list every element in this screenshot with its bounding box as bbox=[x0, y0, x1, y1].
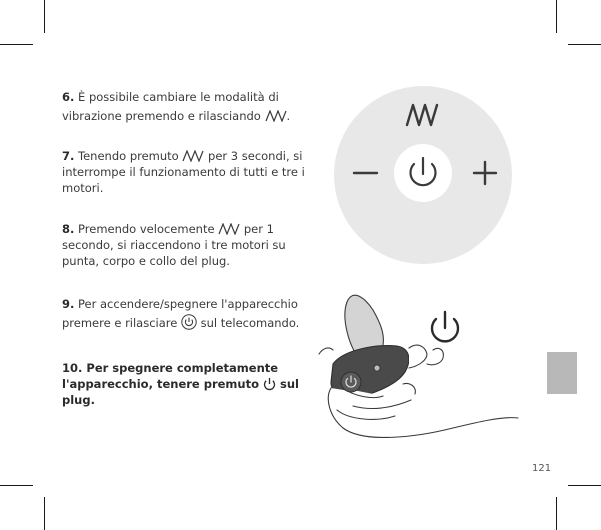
vibration-wave-icon bbox=[265, 110, 287, 122]
vibration-wave-icon bbox=[218, 223, 240, 235]
step-text: Per spegnere completamente l'apparecchio, tenere premuto bbox=[62, 361, 279, 391]
power-icon bbox=[263, 377, 276, 391]
step-text-end: per 1 secondo, si riaccendono i tre motori su punta, corpo e collo del plug. bbox=[62, 222, 286, 268]
plug-in-hand-illustration bbox=[313, 288, 523, 453]
step-6 bbox=[62, 88, 324, 126]
step-text: Tenendo premuto bbox=[78, 149, 179, 163]
vibration-wave-icon bbox=[182, 150, 204, 162]
power-icon bbox=[432, 312, 458, 341]
crop-mark bbox=[568, 485, 601, 486]
step-text-end: per 3 secondi, si interrompe il funzionamento di tutti e tre i motori. bbox=[62, 149, 305, 195]
crop-mark bbox=[556, 497, 557, 530]
step-number: 9. bbox=[62, 297, 75, 311]
step-number: 6. bbox=[62, 90, 75, 104]
page-number: 121 bbox=[532, 463, 552, 474]
step-number: 8. bbox=[62, 222, 75, 236]
section-tab bbox=[547, 352, 577, 394]
step-number: 10. bbox=[62, 361, 83, 375]
step-text-end: sul plug. bbox=[62, 377, 299, 407]
step-text: Per accendere/spegnere l'apparecchio premere e rilasciare bbox=[62, 297, 298, 330]
crop-mark bbox=[556, 0, 557, 33]
remote-control-illustration bbox=[333, 85, 513, 265]
crop-mark bbox=[44, 0, 45, 33]
power-circle-icon bbox=[181, 314, 197, 330]
crop-mark bbox=[0, 44, 33, 45]
step-text-end: . bbox=[286, 109, 291, 123]
crop-mark bbox=[568, 44, 601, 45]
step-number: 7. bbox=[62, 149, 75, 163]
step-8 bbox=[62, 221, 324, 269]
plug-indicator-light bbox=[374, 365, 380, 371]
step-7 bbox=[62, 148, 324, 196]
step-text-end: sul telecomando. bbox=[200, 316, 300, 330]
crop-mark bbox=[44, 497, 45, 530]
step-text: È possibile cambiare le modalità di vibrazione premendo e rilasciando bbox=[62, 90, 279, 123]
step-9 bbox=[62, 295, 320, 333]
crop-mark bbox=[0, 485, 33, 486]
step-text: Premendo velocemente bbox=[78, 222, 215, 236]
step-10 bbox=[62, 360, 317, 408]
